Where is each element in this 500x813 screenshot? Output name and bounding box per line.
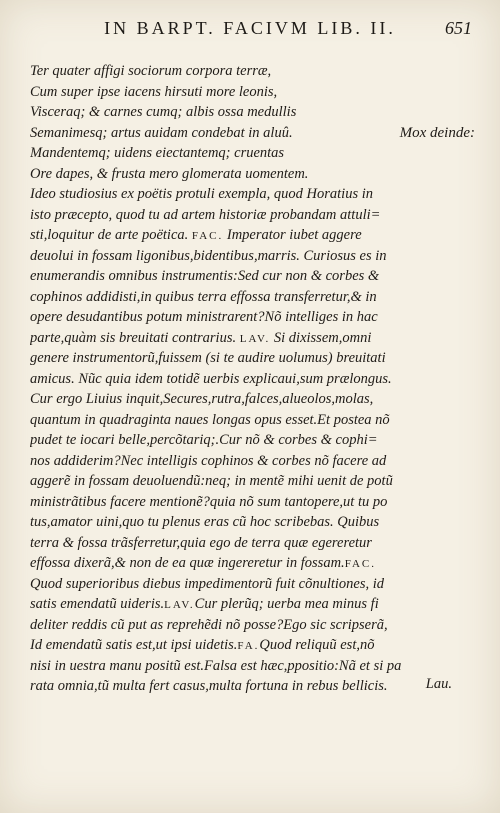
- text-line: [30, 307, 475, 328]
- line-text: Mandentemq; uidens eiectantemq; cruentas: [30, 145, 285, 161]
- line-text: Ter quater affigi sociorum corpora terræ,: [30, 63, 272, 79]
- line-text: genere instrumentorũ,fuissem (si te audire uolumus) breuitati: [30, 350, 386, 366]
- line-text: nisi in uestra manu positũ est.Falsa est hæc,ppositio:Nã et si pa: [30, 657, 402, 674]
- text-line: [30, 389, 475, 410]
- line-text: isto præcepto, quod tu ad artem historiæ probandam attuli=: [30, 206, 381, 223]
- line-text: deuolui in fossam ligonibus,bidentibus,marris. Curiosus es in: [30, 247, 387, 264]
- text-line: [30, 143, 475, 164]
- line-text: Mox deinde:: [399, 124, 475, 141]
- line-text: quantum in quadraginta naues longas opus esset.Et postea nõ: [30, 411, 390, 428]
- text-line: [30, 225, 475, 246]
- text-line: [30, 594, 475, 615]
- text-line: [30, 553, 475, 574]
- text-line: [30, 205, 475, 226]
- text-line: [30, 656, 475, 677]
- line-text: aggerẽ in fossam deuoluendũ:neq; in mentẽ mihi uenit de potũ: [30, 473, 393, 489]
- line-text: enumerandis omnibus instrumentis:Sed cur non & corbes &: [30, 268, 380, 284]
- text-line: [30, 512, 475, 533]
- speaker-label: LAV.: [164, 599, 195, 611]
- catchword: Lau.: [425, 676, 452, 692]
- line-text: sti,loquitur de arte poëtica.: [30, 227, 192, 243]
- text-line: [30, 369, 475, 390]
- line-text: rata omnia,tũ multa fert casus,multa fortuna in rebus bellicis.: [30, 678, 388, 694]
- line-text: tus,amator uini,quo tu plenus eras cũ hoc scribebas. Quibus: [30, 514, 380, 530]
- text-line: [30, 102, 475, 123]
- line-text: Quod reliquũ est,nõ: [259, 637, 375, 653]
- line-text: Imperator iubet aggere: [223, 227, 362, 243]
- line-text: Cur ergo Liuius inquit,Secures,rutra,falces,alueolos,molas,: [30, 391, 374, 407]
- text-line: [30, 246, 475, 267]
- line-text: ministrãtibus facere mentionẽ?quia nõ sum tantopere,ut tu po: [30, 493, 388, 510]
- text-line: [30, 451, 475, 472]
- text-line: [30, 471, 475, 492]
- line-text: Si dixissem,omni: [270, 329, 372, 346]
- text-line: [30, 410, 475, 431]
- line-text: cophinos addidisti,in quibus terra effossa transferretur,& in: [30, 288, 377, 305]
- speaker-label: FA.: [237, 640, 260, 652]
- line-text: nos addiderim?Nec intelligis cophinos & corbes nõ facere ad: [30, 452, 387, 469]
- line-text: terra & fossa trãsferretur,quia ego de terra quæ egereretur: [30, 534, 372, 551]
- text-line: [30, 615, 475, 636]
- text-line: [30, 574, 475, 595]
- text-line: [30, 123, 475, 144]
- line-text: parte,quàm sis breuitati contrarius.: [30, 329, 240, 346]
- line-text: Id emendatũ satis est,ut ipsi uidetis.: [30, 637, 238, 653]
- line-text: Visceraq; & carnes cumq; albis ossa medullis: [30, 104, 297, 120]
- text-line: [30, 635, 475, 656]
- line-text: effossa dixerã,& non de ea quæ ingereretur in fossam.: [30, 555, 345, 571]
- text-line: [30, 348, 475, 369]
- line-text: Ore dapes, & frusta mero glomerata uomentem.: [30, 165, 309, 182]
- line-text: Cur plerũq; uerba mea minus fi: [194, 596, 379, 612]
- text-line: [30, 676, 475, 697]
- line-text: deliter reddis cũ put as reprehẽdi nõ posse?Ego sic scripserã,: [30, 616, 388, 633]
- running-title: IN BARPT. FACIVM LIB. II.: [104, 18, 396, 38]
- text-line: [30, 61, 475, 82]
- speaker-label: LAV.: [239, 332, 271, 345]
- main-text: [30, 61, 475, 697]
- line-text: opere desudantibus potum ministrarent?Nõ intelliges in hac: [30, 309, 378, 325]
- line-text: Quod superioribus diebus impedimentorũ fuit cõnultiones, id: [30, 575, 385, 592]
- text-line: [30, 533, 475, 554]
- text-line: [30, 184, 475, 205]
- page-number: 651: [445, 18, 472, 38]
- line-text: Ideo studiosius ex poëtis protuli exempla, quod Horatius in: [30, 186, 374, 202]
- speaker-label: FAC.: [344, 558, 377, 570]
- text-line: [30, 164, 475, 185]
- text-line: [30, 287, 475, 308]
- text-line: [30, 82, 475, 103]
- line-text: amicus. Nũc quia idem totidẽ uerbis explicaui,sum prælongus.: [30, 370, 392, 387]
- text-line: [30, 328, 475, 349]
- text-line: [30, 266, 475, 287]
- line-text: satis emendatũ uideris.: [30, 596, 165, 612]
- line-text: Semanimesq; artus auidam condebat in aluû.: [30, 124, 293, 141]
- line-text: Cum super ipse iacens hirsuti more leonis,: [30, 83, 278, 100]
- speaker-label: FAC.: [191, 230, 224, 242]
- text-line: [30, 430, 475, 451]
- text-line: [30, 492, 475, 513]
- line-text: pudet te iocari belle,percõtariq;.Cur nõ & corbes & cophi=: [30, 432, 378, 448]
